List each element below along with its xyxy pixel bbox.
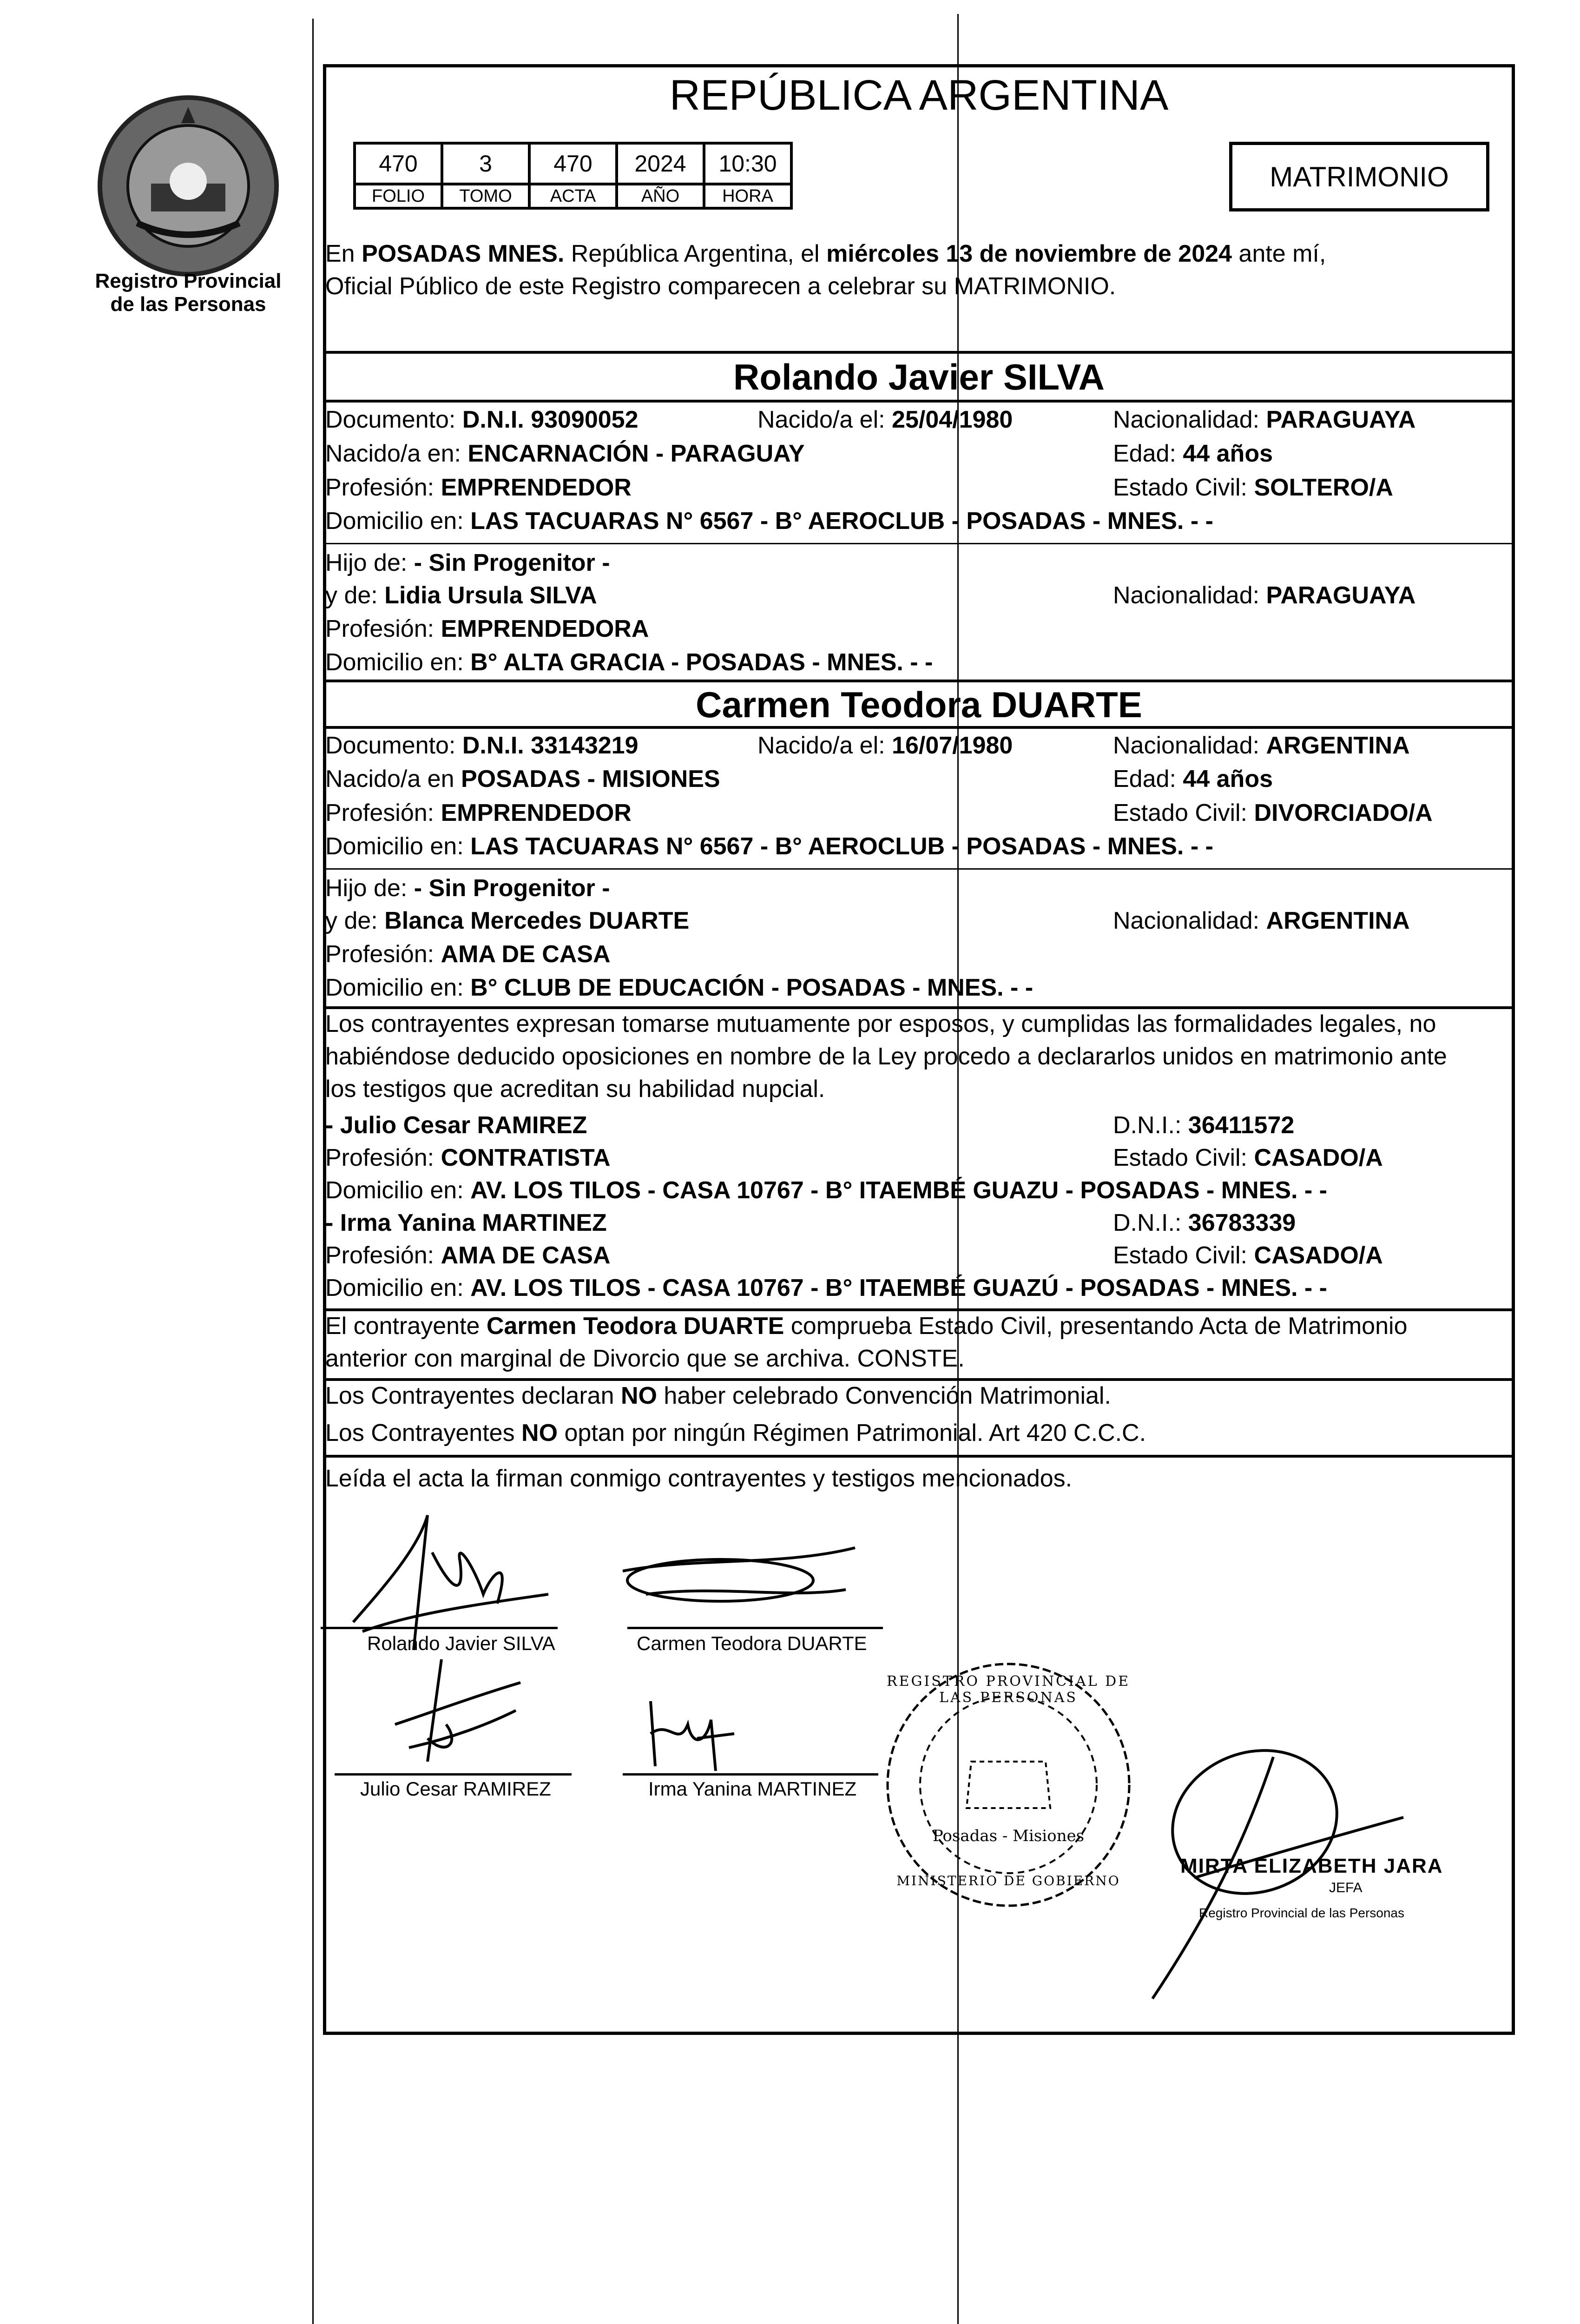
- declaration-line-3: los testigos que acreditan su habilidad nupcial.: [325, 1076, 825, 1103]
- regime-line-2: [325, 1419, 1146, 1447]
- signature-label-carmen: Carmen Teodora DUARTE: [637, 1632, 867, 1654]
- value: EMPRENDEDOR: [441, 799, 632, 826]
- closing-line: Leída el acta la firman conmigo contrayentes y testigos mencionados.: [325, 1465, 1073, 1492]
- seal-ring-text: REGISTRO PROVINCIAL DE LAS PERSONAS: [886, 1673, 1131, 1706]
- divider: [323, 351, 1515, 354]
- divider: [323, 400, 1515, 403]
- label: Nacido/a el:: [757, 406, 892, 433]
- label: D.N.I.:: [1113, 1209, 1188, 1236]
- registro-emblem: [91, 88, 286, 284]
- seal-bottom-text: MINISTERIO DE GOBIERNO: [896, 1873, 1120, 1888]
- divider: [323, 868, 1515, 870]
- groom-place: [325, 439, 805, 468]
- value: ARGENTINA: [1266, 732, 1410, 759]
- bride-prof: [325, 799, 632, 827]
- divider: [323, 1455, 1515, 1458]
- declaration-line-2: habiéndose deducido oposiciones en nombre de la Ley procedo a declararlos unidos en matrimonio ante: [325, 1043, 1447, 1070]
- note-line-1: [325, 1312, 1408, 1340]
- value: AMA DE CASA: [441, 1242, 611, 1269]
- intro-place: POSADAS MNES.: [362, 240, 565, 267]
- value: LAS TACUARAS N° 6567 - B° AEROCLUB - POSADAS - MNES. - -: [470, 508, 1213, 535]
- label: Nacido/a en: [325, 766, 461, 792]
- label: Profesión:: [325, 941, 441, 968]
- bride-nat: [1113, 731, 1410, 760]
- groom-born: [757, 405, 1013, 434]
- bride-place: [325, 765, 720, 793]
- label: y de:: [325, 582, 385, 609]
- label: Documento:: [325, 406, 462, 433]
- groom-parent: [325, 548, 610, 577]
- bride-doc: [325, 731, 639, 760]
- value: - Sin Progenitor -: [414, 875, 610, 902]
- divider: [323, 1006, 1515, 1009]
- bride-mother-dom: [325, 973, 1033, 1002]
- value: LAS TACUARAS N° 6567 - B° AEROCLUB - POSADAS - MNES. - -: [470, 833, 1213, 860]
- label: D.N.I.:: [1113, 1112, 1188, 1139]
- bride-age: [1113, 765, 1273, 793]
- acta-header-table: [353, 142, 793, 210]
- hora-value: 10:30: [704, 143, 791, 184]
- label: y de:: [325, 907, 385, 934]
- groom-mother-dom: [325, 648, 933, 677]
- value: ENCARNACIÓN - PARAGUAY: [467, 440, 805, 467]
- bride-name: Carmen Teodora DUARTE: [696, 684, 1142, 725]
- value: AV. LOS TILOS - CASA 10767 - B° ITAEMBÉ GUAZÚ - POSADAS - MNES. - -: [470, 1274, 1327, 1301]
- signature-line: [623, 1773, 878, 1776]
- value: B° CLUB DE EDUCACIÓN - POSADAS - MNES. - -: [470, 974, 1034, 1001]
- signature-julio: [381, 1655, 530, 1766]
- declaration-line-1: Los contrayentes expresan tomarse mutuamente por esposos, y cumplidas las formalidades legales, no: [325, 1010, 1436, 1037]
- value: 16/07/1980: [892, 732, 1013, 759]
- label: Profesión:: [325, 799, 441, 826]
- signature-line: [335, 1773, 572, 1776]
- tomo-value: 3: [442, 143, 529, 184]
- signature-line: [321, 1627, 558, 1629]
- value: PARAGUAYA: [1266, 582, 1416, 609]
- witness1-name: [325, 1111, 587, 1140]
- note-line-2: anterior con marginal de Divorcio que se archiva. CONSTE.: [325, 1345, 965, 1372]
- folio-label: FOLIO: [355, 184, 442, 208]
- signature-carmen: [604, 1538, 864, 1618]
- value: 44 años: [1183, 440, 1273, 467]
- acta-label: ACTA: [529, 184, 617, 208]
- value: 36411572: [1188, 1112, 1295, 1139]
- witness2-civil: [1113, 1241, 1383, 1270]
- divider: [323, 1378, 1515, 1381]
- value: CONTRATISTA: [441, 1144, 611, 1171]
- label: Profesión:: [325, 615, 441, 642]
- label: Nacionalidad:: [1113, 732, 1266, 759]
- label: Profesión:: [325, 1144, 441, 1171]
- tomo-label: TOMO: [442, 184, 529, 208]
- matrimonio-box: MATRIMONIO: [1229, 142, 1489, 211]
- value: AMA DE CASA: [441, 941, 611, 968]
- label: Profesión:: [325, 1242, 441, 1269]
- value: PARAGUAYA: [1266, 406, 1416, 433]
- value: AV. LOS TILOS - CASA 10767 - B° ITAEMBÉ GUAZU - POSADAS - MNES. - -: [470, 1177, 1327, 1204]
- signature-irma: [641, 1692, 744, 1776]
- value: - Julio Cesar RAMIREZ: [325, 1112, 587, 1139]
- groom-mother: [325, 581, 597, 610]
- official-seal: [878, 1655, 1139, 1915]
- divider: [323, 680, 1515, 682]
- folio-value: 470: [355, 143, 442, 184]
- label: Hijo de:: [325, 875, 414, 902]
- anio-label: AÑO: [617, 184, 704, 208]
- value: - Irma Yanina MARTINEZ: [325, 1209, 607, 1236]
- groom-mother-nat: [1113, 581, 1415, 610]
- witness1-civil: [1113, 1143, 1383, 1172]
- value: EMPRENDEDOR: [441, 474, 632, 501]
- text: Los Contrayentes: [325, 1419, 522, 1446]
- witness2-dni: [1113, 1208, 1296, 1237]
- intro-republica: República Argentina, el: [564, 240, 827, 267]
- value: EMPRENDEDORA: [441, 615, 649, 642]
- label: Nacionalidad:: [1113, 582, 1266, 609]
- bride-dom: [325, 832, 1213, 861]
- signature-line: [627, 1627, 883, 1629]
- groom-doc: [325, 405, 639, 434]
- value: CASADO/A: [1254, 1144, 1383, 1171]
- value: CASADO/A: [1254, 1242, 1383, 1269]
- groom-mother-prof: [325, 614, 649, 643]
- label: Domicilio en:: [325, 649, 471, 676]
- bride-mother: [325, 906, 689, 935]
- divider: [323, 1308, 1515, 1311]
- label: Estado Civil:: [1113, 799, 1254, 826]
- text: haber celebrado Convención Matrimonial.: [657, 1382, 1111, 1409]
- label: Edad:: [1113, 766, 1183, 792]
- country-title: REPÚBLICA ARGENTINA: [669, 72, 1169, 119]
- label: Edad:: [1113, 440, 1183, 467]
- value: 25/04/1980: [892, 406, 1013, 433]
- witness2-name: [325, 1208, 607, 1237]
- text: El contrayente: [325, 1313, 487, 1340]
- value: Blanca Mercedes DUARTE: [384, 907, 690, 934]
- anio-value: 2024: [617, 143, 704, 184]
- value: ARGENTINA: [1266, 907, 1410, 934]
- text: comprueba Estado Civil, presentando Acta de Matrimonio: [784, 1313, 1408, 1340]
- bride-born: [757, 731, 1013, 760]
- label: Estado Civil:: [1113, 1242, 1254, 1269]
- signature-label-julio: Julio Cesar RAMIREZ: [360, 1778, 551, 1800]
- label: Estado Civil:: [1113, 474, 1254, 501]
- registro-logo-text-1: Registro Provincial: [95, 270, 282, 292]
- value: B° ALTA GRACIA - POSADAS - MNES. - -: [470, 649, 933, 676]
- value: NO: [521, 1419, 558, 1446]
- text: optan por ningún Régimen Patrimonial. Art 420 C.C.C.: [558, 1419, 1146, 1446]
- label: Nacido/a en:: [325, 440, 468, 467]
- value: D.N.I. 33143219: [462, 732, 639, 759]
- label: Domicilio en:: [325, 508, 471, 535]
- margin-line: [312, 19, 314, 2324]
- witness2-prof: [325, 1241, 611, 1270]
- signature-label-irma: Irma Yanina MARTINEZ: [648, 1778, 857, 1800]
- value: SOLTERO/A: [1254, 474, 1393, 501]
- label: Domicilio en:: [325, 974, 471, 1001]
- divider: [323, 726, 1515, 729]
- intro-line-1: [325, 239, 1326, 268]
- acta-value: 470: [529, 143, 617, 184]
- registro-logo-text-2: de las Personas: [110, 293, 266, 316]
- witness1-prof: [325, 1143, 611, 1172]
- groom-name: Rolando Javier SILVA: [733, 357, 1105, 397]
- label: Profesión:: [325, 474, 441, 501]
- registro-logo: [91, 88, 286, 330]
- hora-label: HORA: [704, 184, 791, 208]
- value: 36783339: [1188, 1209, 1296, 1236]
- label: Documento:: [325, 732, 462, 759]
- text: Los Contrayentes declaran: [325, 1382, 621, 1409]
- value: D.N.I. 93090052: [462, 406, 639, 433]
- bride-civil: [1113, 799, 1433, 827]
- officer-stamp-sub: Registro Provincial de las Personas: [1199, 1906, 1404, 1920]
- bride-mother-nat: [1113, 906, 1410, 935]
- intro-ante: ante mí,: [1231, 240, 1326, 267]
- groom-dom: [325, 507, 1213, 535]
- witness1-dom: [325, 1176, 1327, 1205]
- value: NO: [620, 1382, 657, 1409]
- intro-line-2: Oficial Público de este Registro comparecen a celebrar su MATRIMONIO.: [325, 273, 1116, 300]
- divider: [323, 543, 1515, 544]
- groom-nat: [1113, 405, 1415, 434]
- groom-civil: [1113, 473, 1393, 502]
- value: Lidia Ursula SILVA: [384, 582, 597, 609]
- officer-stamp-name: MIRTA ELIZABETH JARA: [1180, 1855, 1443, 1877]
- label: Domicilio en:: [325, 1177, 471, 1204]
- signature-label-rolando: Rolando Javier SILVA: [367, 1632, 555, 1654]
- value: Carmen Teodora DUARTE: [486, 1313, 784, 1340]
- value: POSADAS - MISIONES: [461, 766, 720, 792]
- label: Nacido/a el:: [757, 732, 892, 759]
- label: Nacionalidad:: [1113, 406, 1266, 433]
- witness1-dni: [1113, 1111, 1294, 1140]
- label: Domicilio en:: [325, 1274, 471, 1301]
- value: - Sin Progenitor -: [414, 549, 610, 576]
- value: 44 años: [1183, 766, 1273, 792]
- value: DIVORCIADO/A: [1254, 799, 1433, 826]
- groom-age: [1113, 439, 1273, 468]
- intro-date: miércoles 13 de noviembre de 2024: [826, 240, 1232, 267]
- intro-en: En: [325, 240, 362, 267]
- witness2-dom: [325, 1274, 1327, 1302]
- bride-parent: [325, 874, 610, 903]
- label: Estado Civil:: [1113, 1144, 1254, 1171]
- officer-stamp-title: JEFA: [1329, 1880, 1363, 1895]
- seal-center-text: Posadas - Misiones: [932, 1827, 1085, 1845]
- label: Nacionalidad:: [1113, 907, 1266, 934]
- label: Domicilio en:: [325, 833, 471, 860]
- regime-line-1: [325, 1381, 1111, 1410]
- groom-prof: [325, 473, 632, 502]
- label: Hijo de:: [325, 549, 414, 576]
- signature-officer: [1125, 1738, 1413, 2017]
- bride-mother-prof: [325, 940, 611, 969]
